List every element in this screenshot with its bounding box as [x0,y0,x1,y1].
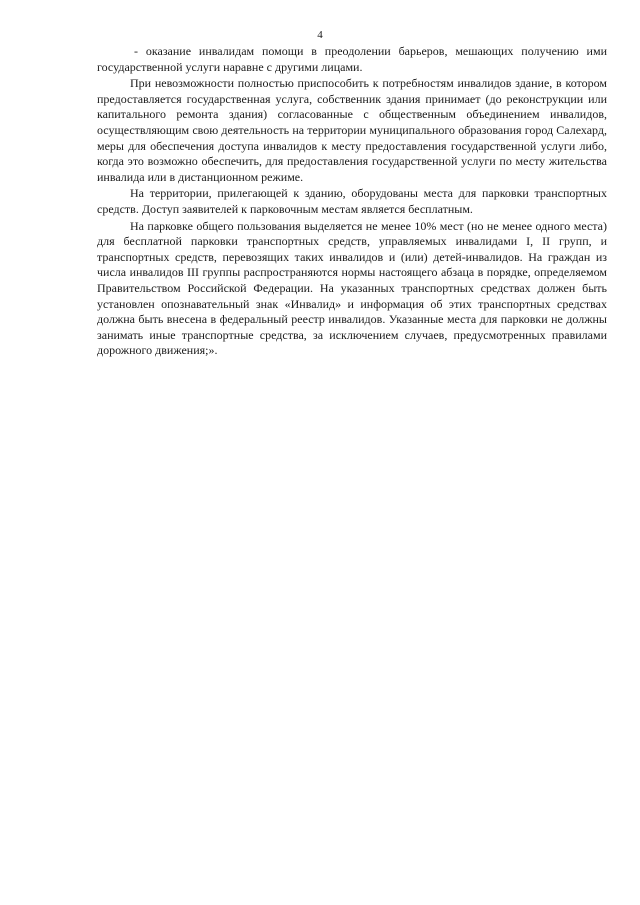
paragraph-assistance-item: - оказание инвалидам помощи в преодолении барьеров, мешающих получению ими государственной услуги наравне с другими лицами. [97,44,607,74]
page-number: 4 [317,29,323,41]
document-body [97,44,607,360]
paragraph-parking-territory: На территории, прилегающей к зданию, оборудованы места для парковки транспортных средств. Доступ заявителей к парковочным местам является бесплатным. [97,186,607,216]
paragraph-disabled-parking-places: На парковке общего пользования выделяется не менее 10% мест (но не менее одного места) для бесплатной парковки транспортных средств, управляемых инвалидами I, II групп, и транспортных средств, перевозящих таких инвалидов и (или) детей-инвалидов. На граждан из числа инвалидов III группы распространяются нормы настоящего абзаца в порядке, определяемом Правительством Российской Федерации. На указанных транспортных средствах должен быть установлен опознавательный знак «Инвалид» и информация об этих транспортных средствах должна быть внесена в федеральный реестр инвалидов. Указанные места для парковки не должны занимать иные транспортные средства, за исключением случаев, предусмотренных правилами дорожного движения;». [97,218,607,358]
paragraph-building-adaptation: При невозможности полностью приспособить к потребностям инвалидов здание, в котором предоставляется государственная услуга, собственник здания принимает (до реконструкции или капитального ремонта здания) согласованные с общественным объединением инвалидов, осуществляющим свою деятельность на территории муниципального образования город Салехард, меры для обеспечения доступа инвалидов к месту предоставления государственной услуги либо, когда это возможно обеспечить, для предоставления государственной услуги по месту жительства инвалида или в дистанционном режиме. [97,76,607,184]
